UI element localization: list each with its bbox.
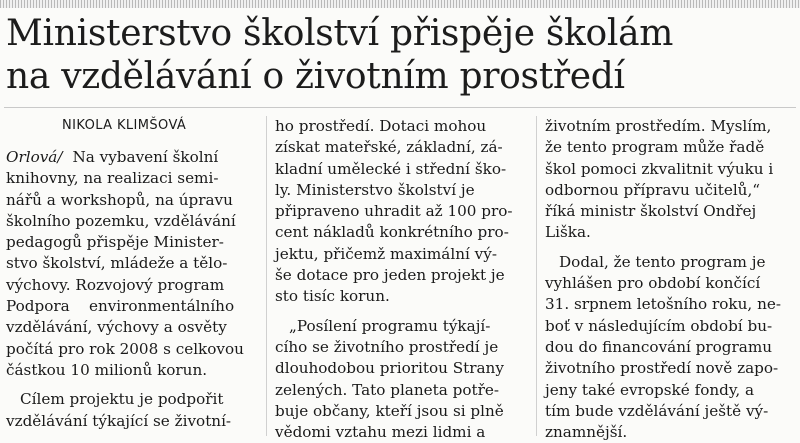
text-line: ho prostředí. Dotaci mohou: [275, 117, 487, 135]
text-line: knihovny, na realizaci semi-: [6, 169, 219, 188]
text-line: [6, 147, 256, 168]
text-line: pedagogů přispěje Minister-: [6, 233, 224, 252]
text-line: dlouhodobou prioritou Strany: [275, 359, 504, 378]
top-decorative-bar: [0, 0, 800, 8]
article-column-1: [6, 116, 256, 432]
article-column-3: [545, 116, 795, 443]
headline-line-1: Ministerstvo školství přispěje školám: [6, 13, 674, 54]
text-line: získat mateřské, základní, zá-: [275, 138, 503, 157]
text-line: výchovy. Rozvojový program: [6, 275, 225, 294]
text-line: še dotace pro jeden projekt je: [275, 266, 505, 285]
text-line: vzdělávání, výchovy a osvěty: [6, 318, 227, 337]
headline-line-2: na vzdělávání o životním prostředí: [6, 56, 625, 97]
text-line: životního prostředí nově zapo-: [545, 359, 779, 378]
text-line: Dodal, že tento program je: [559, 252, 766, 271]
article-headline: [6, 12, 796, 98]
text-line: že tento program může řadě: [545, 138, 765, 157]
text-line: 31. srpnem letošního roku, ne-: [545, 295, 781, 314]
text-line: částkou 10 milionů korun.: [6, 360, 208, 379]
text-line: stvo školství, mládeže a tělo-: [6, 254, 228, 273]
text-line: počítá pro rok 2008 s celkovou: [6, 339, 244, 358]
text-line: dou do financování programu: [545, 337, 773, 356]
text-line: škol pomoci zkvalitnit výuku i: [545, 159, 774, 178]
text-line: cího se životního prostředí je: [275, 337, 499, 356]
text-line: „Posílení programu týkají-: [289, 316, 491, 335]
text-line: jektu, přičemž maximální vý-: [275, 244, 497, 263]
column-divider-1: [266, 116, 267, 436]
text-line: sto tisíc korun.: [275, 287, 390, 306]
text-line-segment: Na vybavení školní: [72, 148, 219, 166]
text-line: životním prostředím. Myslím,: [545, 117, 772, 135]
text-line: buje občany, kteří jsou si plně: [275, 401, 504, 420]
text-line: školního pozemku, vzdělávání: [6, 211, 236, 230]
text-line: zelených. Tato planeta potře-: [275, 380, 499, 399]
text-line: jeny také evropské fondy, a: [545, 380, 755, 399]
text-line: nářů a workshopů, na úpravu: [6, 190, 233, 209]
text-line: vyhlášen pro období končící: [545, 274, 761, 293]
text-line: znamnější.: [545, 423, 628, 442]
text-line: Cílem projektu je podpořit: [20, 390, 224, 409]
text-line: vědomi vztahu mezi lidmi a: [275, 423, 486, 442]
text-line: tím bude vzdělávání ještě vý-: [545, 401, 769, 420]
text-line: cent nákladů konkrétního pro-: [275, 223, 509, 242]
text-line: Liška.: [545, 223, 591, 242]
text-line: Podpora environmentálního: [6, 297, 235, 316]
headline-divider: [4, 107, 796, 108]
text-line: ly. Ministerstvo školství je: [275, 180, 475, 199]
column-divider-2: [536, 116, 537, 436]
text-line: boť v následujícím období bu-: [545, 316, 773, 335]
article-column-2: [275, 116, 525, 443]
dateline: Orlová/: [6, 148, 63, 166]
text-line: připraveno uhradit až 100 pro-: [275, 202, 513, 221]
author-byline: NIKOLA KLIMŠOVÁ: [62, 118, 187, 133]
text-line: říká ministr školství Ondřej: [545, 202, 757, 221]
text-line: odbornou přípravu učitelů,“: [545, 180, 761, 199]
text-line: vzdělávání týkající se životní-: [6, 411, 232, 430]
text-line: kladní umělecké i střední ško-: [275, 159, 507, 178]
